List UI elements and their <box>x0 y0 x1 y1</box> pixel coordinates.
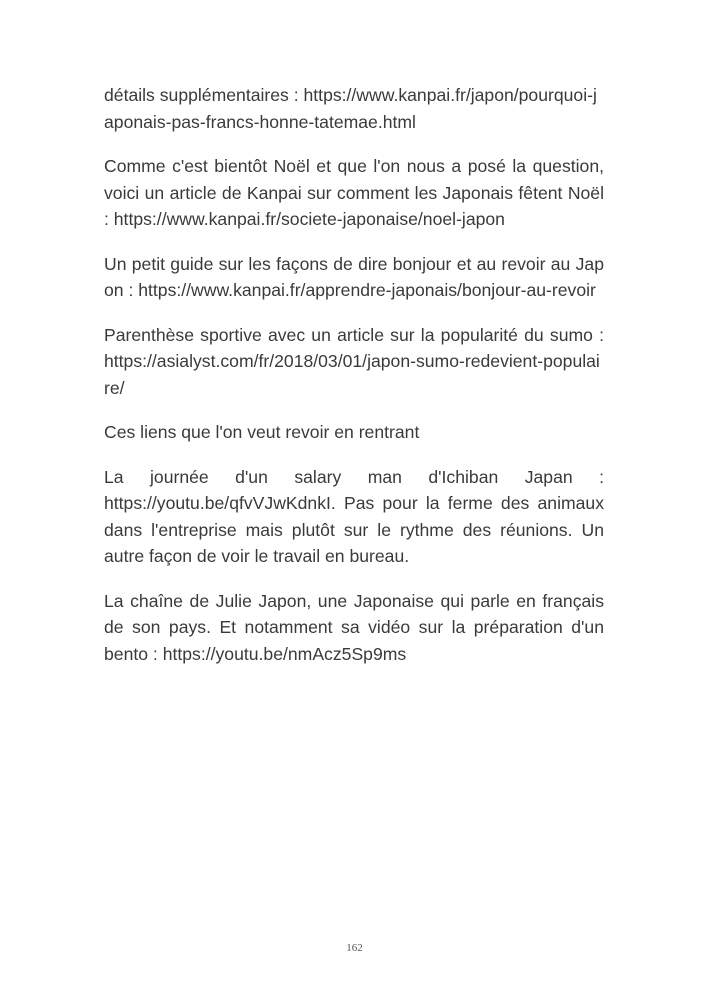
paragraph-sumo: Parenthèse sportive avec un article sur la popularité du sumo : https://asialyst.com/fr/2018/03/01/japon-sumo-redevient-populaire/ <box>104 324 604 398</box>
paragraph-bonjour-au-revoir: Un petit guide sur les façons de dire bonjour et au revoir au Japon : https://www.kanpai.fr/apprendre-japonais/bonjour-au-revoir <box>104 253 604 300</box>
paragraph-noel-japon: Comme c'est bientôt Noël et que l'on nous a posé la question, voici un article de Kanpai sur comment les Japonais fêtent Noël : https://www.kanpai.fr/societe-japonaise/noel-japon <box>104 156 604 229</box>
paragraph-salary-man: La journée d'un salary man d'Ichiban Japan : https://youtu.be/qfvVJwKdnkI. Pas pour la ferme des animaux dans l'entreprise mais plutôt sur le rythme des réunions. Un autre façon de voir le travail en bureau. <box>104 466 604 566</box>
paragraph-honne-tatemae: détails supplémentaires : https://www.kanpai.fr/japon/pourquoi-japonais-pas-francs-honne-tatemae.html <box>104 85 597 132</box>
section-heading-liens: Ces liens que l'on veut revoir en rentrant <box>104 422 420 442</box>
paragraph-julie-japon: La chaîne de Julie Japon, une Japonaise qui parle en français de son pays. Et notamment sa vidéo sur la préparation d'un bento : https://youtu.be/nmAcz5Sp9ms <box>104 590 604 664</box>
page-number: 162 <box>346 942 363 954</box>
page-body <box>104 82 604 685</box>
